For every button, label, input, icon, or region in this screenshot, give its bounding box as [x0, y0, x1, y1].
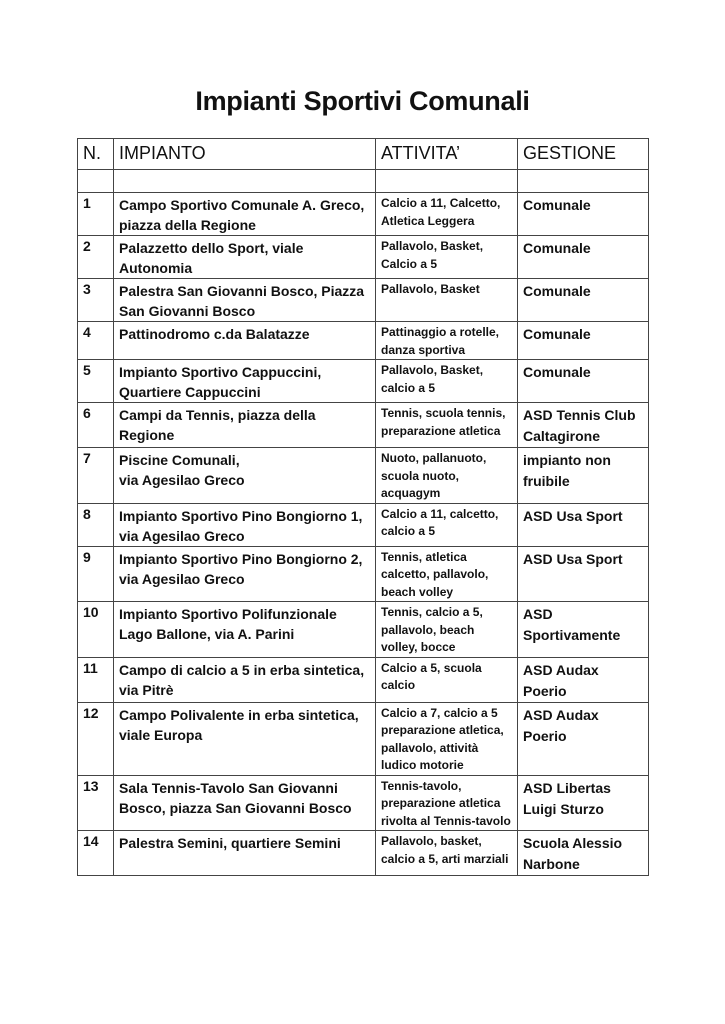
- row-number: 8: [78, 503, 114, 546]
- table-row: [78, 602, 649, 658]
- facility-name: Impianto Sportivo Pino Bongiorno 1, via Agesilao Greco: [114, 503, 376, 546]
- activity-list: Calcio a 5, scuola calcio: [376, 657, 518, 702]
- row-number: 9: [78, 546, 114, 602]
- management-name: Scuola Alessio Narbone: [518, 831, 649, 876]
- row-number: 7: [78, 448, 114, 504]
- table-row: [78, 503, 649, 546]
- page-title: Impianti Sportivi Comunali: [195, 86, 530, 116]
- management-name: Comunale: [518, 193, 649, 236]
- table-row: [78, 546, 649, 602]
- management-name: ASD Libertas Luigi Sturzo: [518, 775, 649, 831]
- header-management: GESTIONE: [518, 139, 649, 170]
- table-body: [78, 170, 649, 876]
- table-row: [78, 831, 649, 876]
- activity-list: Tennis, scuola tennis, preparazione atletica: [376, 403, 518, 448]
- activity-list: Pallavolo, Basket: [376, 279, 518, 322]
- table-row: [78, 322, 649, 360]
- header-facility: IMPIANTO: [114, 139, 376, 170]
- activity-list: Calcio a 11, Calcetto, Atletica Leggera: [376, 193, 518, 236]
- management-name: ASD Sportivamente: [518, 602, 649, 658]
- facility-name: Campo Sportivo Comunale A. Greco, piazza della Regione: [114, 193, 376, 236]
- activity-list: Calcio a 7, calcio a 5 preparazione atletica, pallavolo, attività ludico motorie: [376, 702, 518, 775]
- activity-list: Nuoto, pallanuoto, scuola nuoto, acquagym: [376, 448, 518, 504]
- table-row: [78, 657, 649, 702]
- activity-list: Pallavolo, Basket, calcio a 5: [376, 360, 518, 403]
- facility-name: Campi da Tennis, piazza della Regione: [114, 403, 376, 448]
- facilities-table: [77, 138, 649, 876]
- facility-name: Campo Polivalente in erba sintetica, viale Europa: [114, 702, 376, 775]
- row-number: 12: [78, 702, 114, 775]
- facility-name: Sala Tennis-Tavolo San Giovanni Bosco, piazza San Giovanni Bosco: [114, 775, 376, 831]
- activity-list: Pallavolo, basket, calcio a 5, arti marziali: [376, 831, 518, 876]
- row-number: 3: [78, 279, 114, 322]
- management-name: impianto non fruibile: [518, 448, 649, 504]
- row-number: 11: [78, 657, 114, 702]
- header-activity: ATTIVITA’: [376, 139, 518, 170]
- table-row: [78, 236, 649, 279]
- table-row: [78, 775, 649, 831]
- management-name: ASD Usa Sport: [518, 546, 649, 602]
- management-name: Comunale: [518, 322, 649, 360]
- table-header-row: [78, 139, 649, 170]
- activity-list: Pallavolo, Basket, Calcio a 5: [376, 236, 518, 279]
- row-number: 13: [78, 775, 114, 831]
- management-name: ASD Tennis Club Caltagirone: [518, 403, 649, 448]
- management-name: Comunale: [518, 279, 649, 322]
- activity-list: Tennis, atletica calcetto, pallavolo, beach volley: [376, 546, 518, 602]
- activity-list: Tennis-tavolo, preparazione atletica rivolta al Tennis-tavolo: [376, 775, 518, 831]
- empty-row: [78, 170, 649, 193]
- row-number: 2: [78, 236, 114, 279]
- row-number: 1: [78, 193, 114, 236]
- table-row: [78, 193, 649, 236]
- activity-list: Calcio a 11, calcetto, calcio a 5: [376, 503, 518, 546]
- table-row: [78, 403, 649, 448]
- table-row: [78, 279, 649, 322]
- activity-list: Tennis, calcio a 5, pallavolo, beach volley, bocce: [376, 602, 518, 658]
- row-number: 6: [78, 403, 114, 448]
- management-name: Comunale: [518, 360, 649, 403]
- facility-name: Piscine Comunali, via Agesilao Greco: [114, 448, 376, 504]
- activity-list: Pattinaggio a rotelle, danza sportiva: [376, 322, 518, 360]
- table-row: [78, 448, 649, 504]
- row-number: 14: [78, 831, 114, 876]
- management-name: ASD Usa Sport: [518, 503, 649, 546]
- row-number: 4: [78, 322, 114, 360]
- facility-name: Palestra San Giovanni Bosco, Piazza San Giovanni Bosco: [114, 279, 376, 322]
- facility-name: Pattinodromo c.da Balatazze: [114, 322, 376, 360]
- row-number: 5: [78, 360, 114, 403]
- management-name: ASD Audax Poerio: [518, 657, 649, 702]
- facility-name: Impianto Sportivo Cappuccini, Quartiere Cappuccini: [114, 360, 376, 403]
- facility-name: Impianto Sportivo Polifunzionale Lago Ballone, via A. Parini: [114, 602, 376, 658]
- row-number: 10: [78, 602, 114, 658]
- table-row: [78, 360, 649, 403]
- header-number: N.: [78, 139, 114, 170]
- management-name: ASD Audax Poerio: [518, 702, 649, 775]
- facility-name: Impianto Sportivo Pino Bongiorno 2, via Agesilao Greco: [114, 546, 376, 602]
- facility-name: Campo di calcio a 5 in erba sintetica, via Pitrè: [114, 657, 376, 702]
- facility-name: Palazzetto dello Sport, viale Autonomia: [114, 236, 376, 279]
- table-row: [78, 702, 649, 775]
- management-name: Comunale: [518, 236, 649, 279]
- facility-name: Palestra Semini, quartiere Semini: [114, 831, 376, 876]
